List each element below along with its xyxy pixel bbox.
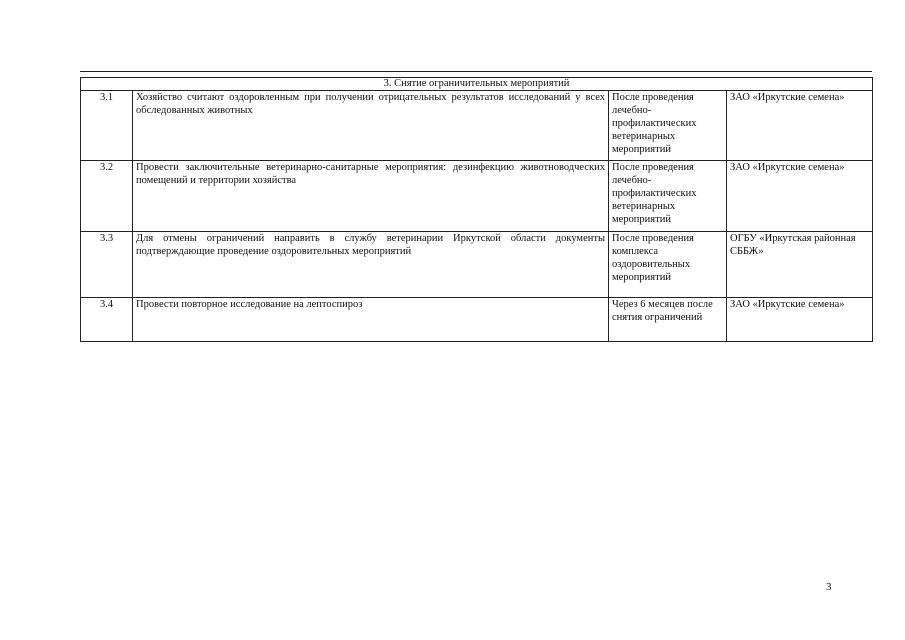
- row-number: 3.1: [81, 91, 133, 161]
- row-action: Для отмены ограничений направить в службу ветеринарии Иркутской области документы подтверждающие проведение оздоровительных мероприятий: [133, 232, 609, 298]
- row-responsible: ОГБУ «Иркутская районная СББЖ»: [727, 232, 873, 298]
- table-top-border: [80, 71, 872, 72]
- section-title: 3. Снятие ограничительных мероприятий: [81, 78, 873, 91]
- row-responsible: ЗАО «Иркутские семена»: [727, 91, 873, 161]
- row-deadline: После проведения комплекса оздоровительных мероприятий: [609, 232, 727, 298]
- section-header-row: [81, 78, 873, 91]
- row-number: 3.4: [81, 298, 133, 342]
- row-responsible: ЗАО «Иркутские семена»: [727, 298, 873, 342]
- row-responsible: ЗАО «Иркутские семена»: [727, 161, 873, 232]
- table-row: [81, 232, 873, 298]
- row-action: Провести заключительные ветеринарно-санитарные мероприятия: дезинфекцию животноводческих помещений и территории хозяйства: [133, 161, 609, 232]
- row-action: Хозяйство считают оздоровленным при получении отрицательных результатов исследований у всех обследованных животных: [133, 91, 609, 161]
- page-number: 3: [826, 581, 832, 593]
- row-number: 3.2: [81, 161, 133, 232]
- measures-table: [80, 77, 873, 342]
- row-number: 3.3: [81, 232, 133, 298]
- row-action: Провести повторное исследование на лептоспироз: [133, 298, 609, 342]
- row-deadline: После проведения лечебно-профилактических ветеринарных мероприятий: [609, 161, 727, 232]
- row-deadline: Через 6 месяцев после снятия ограничений: [609, 298, 727, 342]
- table-row: [81, 91, 873, 161]
- table-row: [81, 161, 873, 232]
- table-row: [81, 298, 873, 342]
- row-deadline: После проведения лечебно-профилактических ветеринарных мероприятий: [609, 91, 727, 161]
